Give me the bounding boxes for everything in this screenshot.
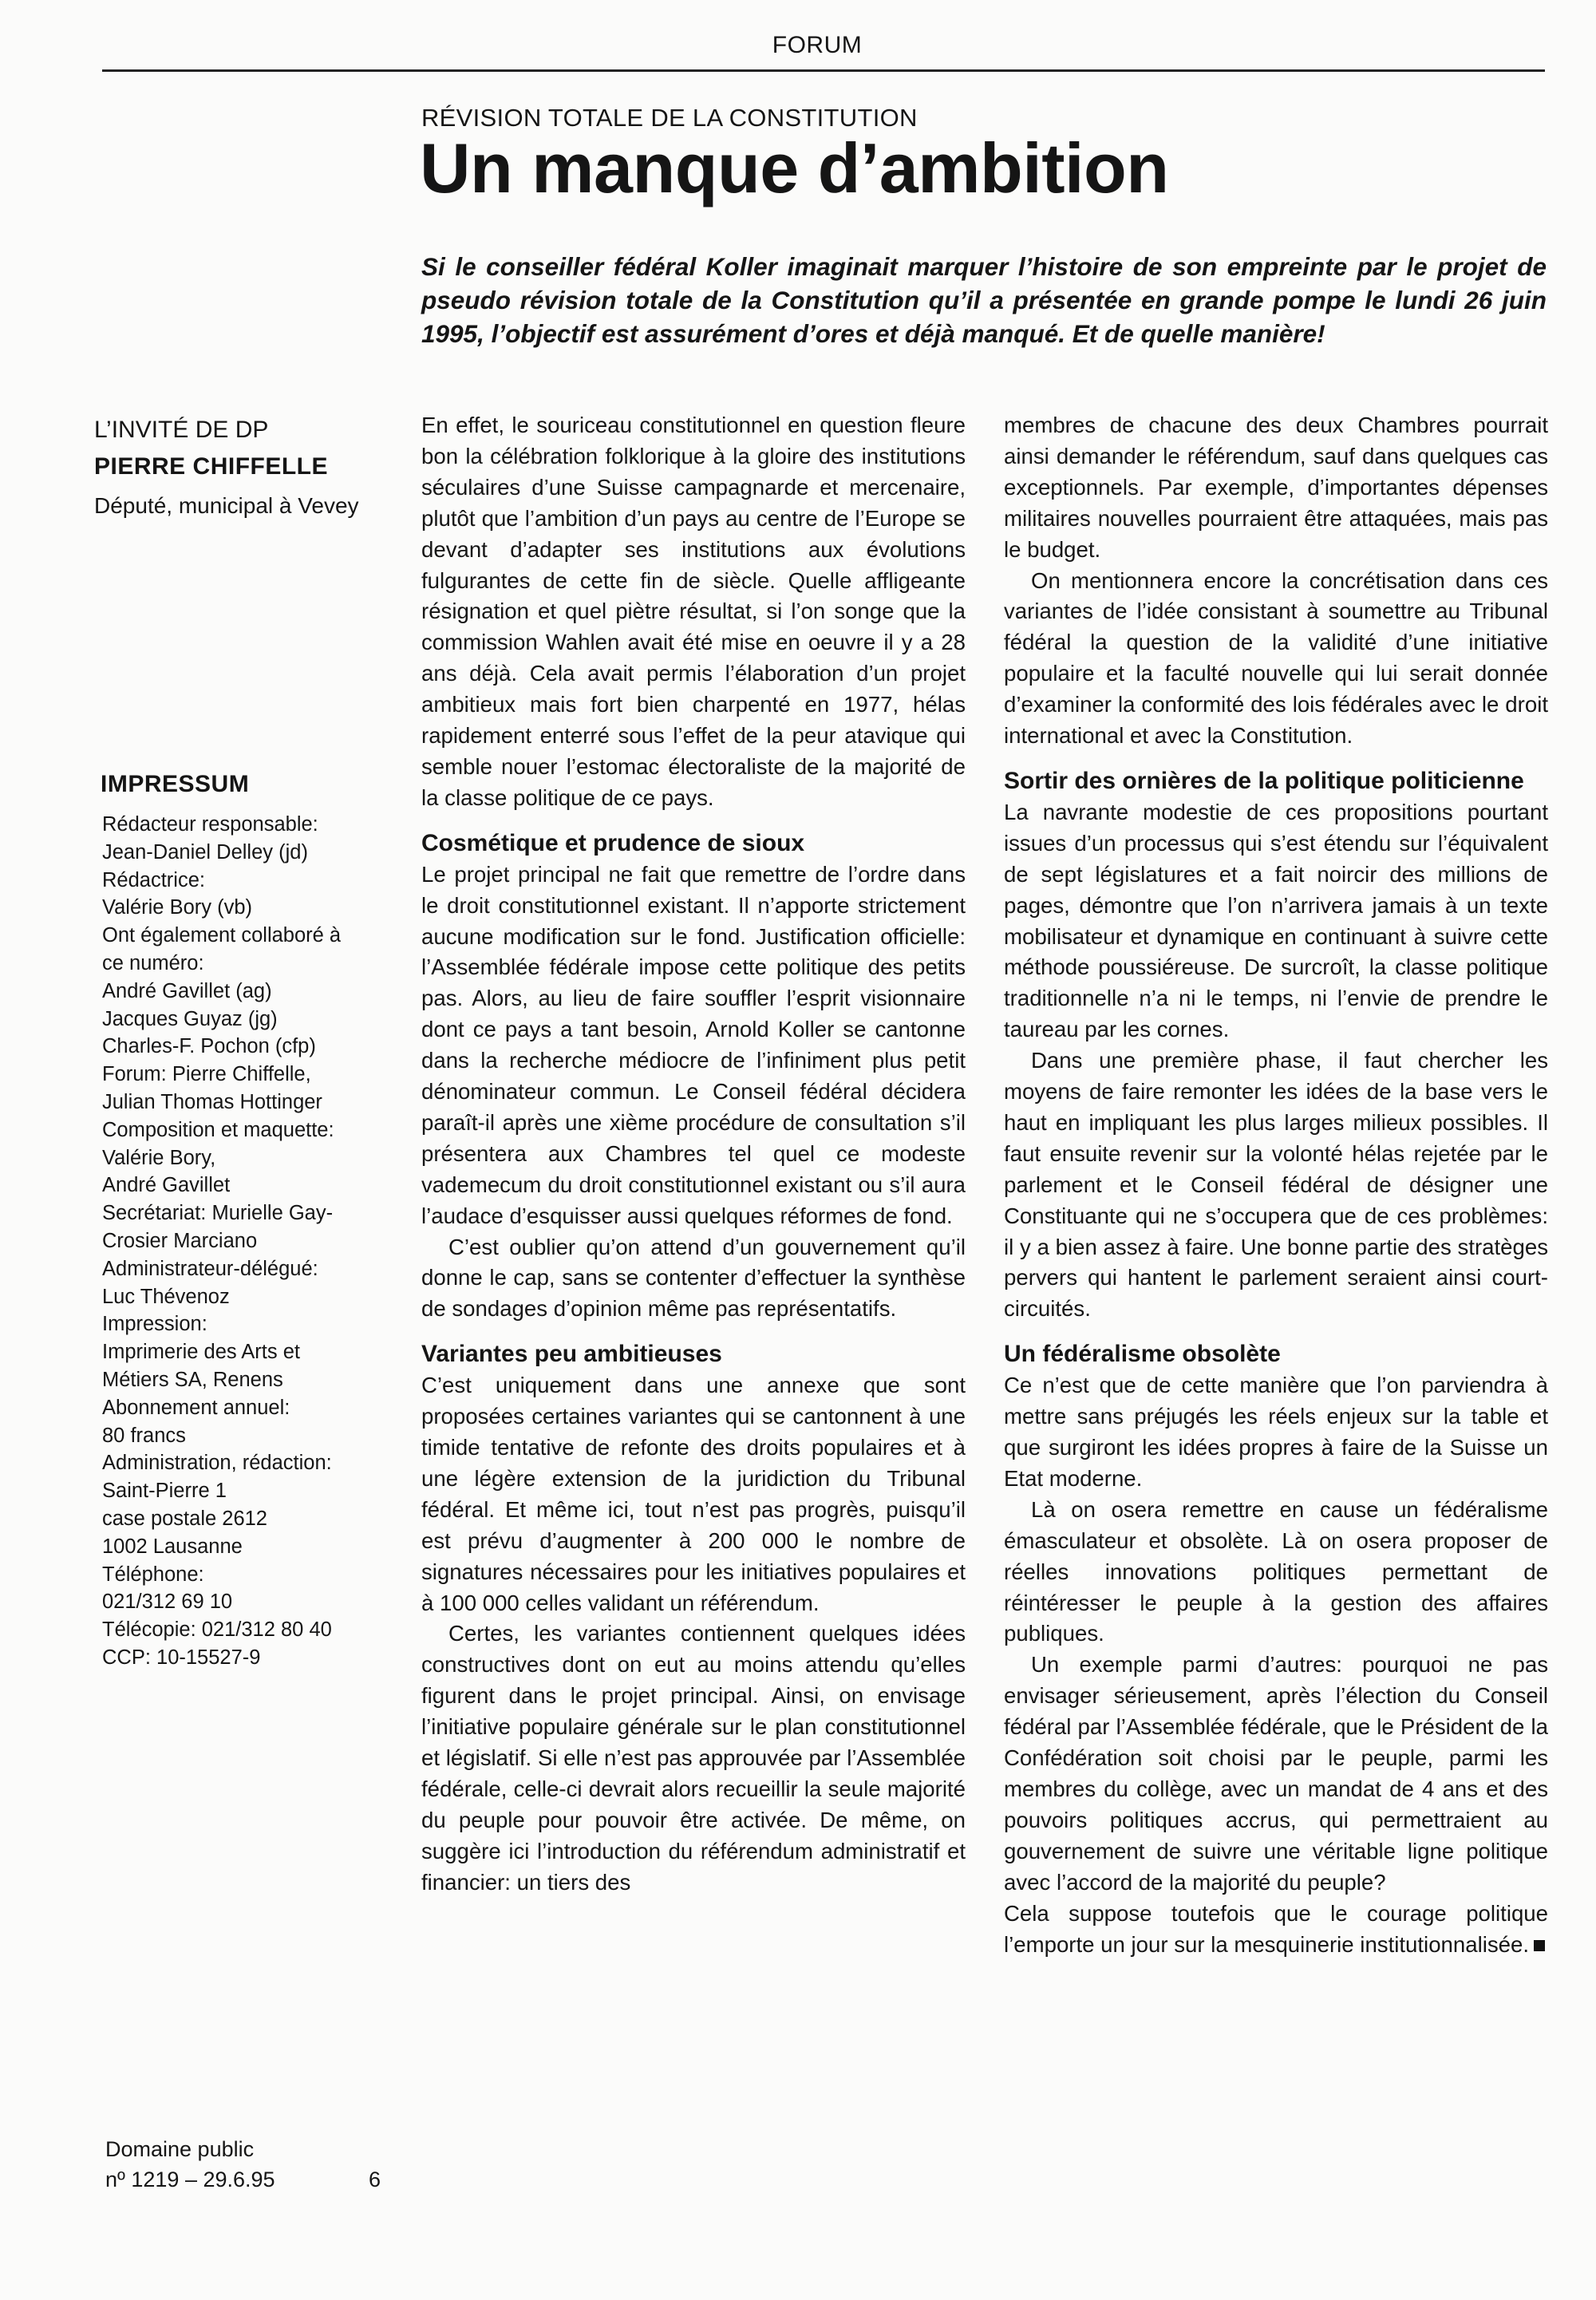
paragraph: Un exemple parmi d’autres: pourquoi ne pas envisager sérieusement, après l’élection du Conseil fédéral par l’Assemblée fédérale, que le Président de la Confédération soit choisi par le peuple, parmi les membres du collège, avec un mandat de 4 ans et des pouvoirs politiques accrus, qui permettraient au gouvernement de suivre une véritable ligne politique avec l’accord de la majorité du peuple?: [1004, 1652, 1548, 1895]
impressum-line: Ont également collaboré à: [102, 924, 342, 947]
impressum-line: Impression:: [102, 1313, 207, 1336]
author-role: Député, municipal à Vevey: [94, 493, 359, 518]
paragraph: C’est oublier qu’on attend d’un gouvernement qu’il donne le cap, sans se contenter d’effectuer la synthèse de sondages d’opinion même pas représentatifs.: [421, 1234, 966, 1322]
impressum-line: Téléphone:: [102, 1563, 204, 1586]
impressum-line: Imprimerie des Arts et: [102, 1341, 300, 1364]
guest-label: L’INVITÉ DE DP: [94, 417, 269, 443]
header-rule: [102, 69, 1545, 72]
impressum-line: Luc Thévenoz: [102, 1285, 230, 1308]
article-lead: Si le conseiller fédéral Koller imaginait marquer l’histoire de son empreinte par le projet de pseudo révision totale de la Constitution qu’il a présentée en grande pompe le lundi 26 juin 1995, l’objectif est assurément d’ores et déjà manqué. Et de quelle manière!: [421, 252, 1547, 348]
paragraph: Dans une première phase, il faut chercher les moyens de faire remonter les idées de la base vers le haut en impliquant les plus larges milieux possibles. Il faut ensuite revenir sur la volonté hélas rejetée par le parlement et le Conseil fédéral de désigner une Constituante qui ne s’occupera que de ces problèmes: il y a bien assez à faire. Une bonne partie des stratèges pervers qui hantent le parlement seraient ainsi court-circuités.: [1004, 1048, 1548, 1322]
article-column-1: [421, 410, 966, 1899]
impressum-title: IMPRESSUM: [101, 771, 250, 797]
impressum-line: Administrateur-délégué:: [102, 1257, 318, 1280]
impressum-line: Rédactrice:: [102, 868, 205, 891]
subheading: Cosmétique et prudence de sioux: [421, 829, 805, 856]
impressum-list: [102, 811, 389, 1672]
impressum-line: André Gavillet: [102, 1174, 231, 1197]
footer-issue: nº 1219 – 29.6.95: [105, 2168, 275, 2191]
impressum-line: Abonnement annuel:: [102, 1396, 290, 1419]
impressum-line: André Gavillet (ag): [102, 979, 272, 1002]
impressum-line: Télécopie: 021/312 80 40: [102, 1618, 332, 1642]
impressum-line: Crosier Marciano: [102, 1229, 258, 1252]
paragraph: Le projet principal ne fait que remettre de l’ordre dans le droit constitutionnel existant. Il n’apporte strictement aucune modification sur le fond. Justification officielle: l’Assemblée fédérale impose cette politique des petits pas. Alors, au lieu de faire souffler l’esprit visionnaire dont ce pays a tant besoin, Arnold Koller se cantonne dans la recherche médiocre de l’infiniment plus petit dénominateur commun. Le Conseil fédéral décidera paraît-il après une xième procédure de consultation s’il présentera aux Chambres tel quel ce modeste vademecum du droit constitutionnel existant ou s’il aura l’audace d’esquisser aussi quelques réformes de fond.: [421, 861, 966, 1228]
author-name: PIERRE CHIFFELLE: [94, 453, 329, 480]
article-column-2: [1004, 410, 1548, 1960]
impressum-line: Valérie Bory,: [102, 1146, 216, 1169]
subheading: Variantes peu ambitieuses: [421, 1341, 722, 1368]
paragraph: En effet, le souriceau constitutionnel en question fleure bon la célébration folklorique à la gloire des institutions séculaires d’une Suisse campagnarde et mercenaire, plutôt que l’ambition d’un pays au centre de l’Europe se devant d’adapter ses institutions aux évolutions fulgurantes de cette fin de siècle. Quelle affligeante résignation et quel piètre résultat, si l’on songe que la commission Wahlen avait été mise en oeuvre il y a 28 ans déjà. Cela avait permis l’élaboration d’un projet ambitieux mais fort bien charpenté en 1977, hélas rapidement enterré sous l’effet de la peur atavique qui semble nouer l’estomac électoraliste de la majorité de la classe politique de ce pays.: [421, 413, 966, 810]
section-label: FORUM: [772, 32, 863, 58]
impressum-line: 1002 Lausanne: [102, 1535, 243, 1558]
impressum-line: 021/312 69 10: [102, 1591, 233, 1614]
impressum-line: Saint-Pierre 1: [102, 1480, 227, 1503]
page-number: 6: [369, 2168, 381, 2191]
footer-publication: Domaine public: [105, 2137, 255, 2161]
paragraph: La navrante modestie de ces propositions pourtant issues d’un processus qui s’est étendu sur l’équivalent de sept législatures et a fait noircir des millions de pages, démontre que l’on n’arrivera jamais à un texte mobilisateur et dynamique en continuant à suivre cette méthode poussiéreuse. De surcroît, la classe politique traditionnelle n’a ni le temps, ni l’envie de prendre le taureau par les cornes.: [1004, 799, 1548, 1042]
paragraph: Certes, les variantes contiennent quelques idées constructives dont on eut au moins attendu qu’elles figurent dans le projet principal. Ainsi, on envisage l’initiative populaire générale sur le plan constitutionnel et législatif. Si elle n’est pas approuvée par l’Assemblée fédérale, celle-ci devrait alors recueillir la seule majorité du peuple pour pouvoir être activée. De même, on suggère ici l’introduction du référendum administratif et financier: un tiers des: [421, 1621, 966, 1895]
impressum-line: CCP: 10-15527-9: [102, 1646, 261, 1669]
paragraph-text: Cela suppose toutefois que le courage politique l’emporte un jour sur la mesquinerie institutionnalisée.: [1004, 1900, 1548, 1957]
impressum-line: Métiers SA, Renens: [102, 1368, 283, 1391]
impressum-line: Charles-F. Pochon (cfp): [102, 1035, 316, 1058]
impressum-line: Administration, rédaction:: [102, 1452, 332, 1475]
impressum-line: Jean-Daniel Delley (jd): [102, 840, 308, 863]
paragraph: Là on osera remettre en cause un fédéralisme émasculateur et obsolète. Là on osera proposer de réelles innovations politiques permettant de réintéresser le peuple à la gestion des affaires publiques.: [1004, 1496, 1548, 1646]
impressum-line: Composition et maquette:: [102, 1118, 334, 1141]
impressum-line: Secrétariat: Murielle Gay-: [102, 1202, 334, 1225]
paragraph: [1004, 1899, 1548, 1961]
impressum-line: case postale 2612: [102, 1507, 267, 1530]
article-title: Un manque d’ambition: [420, 128, 1169, 207]
article-kicker: RÉVISION TOTALE DE LA CONSTITUTION: [421, 104, 918, 132]
end-of-article-mark: [1534, 1940, 1545, 1951]
impressum-line: Forum: Pierre Chiffelle,: [102, 1063, 311, 1086]
impressum-line: Valérie Bory (vb): [102, 896, 253, 919]
impressum-line: Rédacteur responsable:: [102, 813, 318, 836]
subheading: Sortir des ornières de la politique politicienne: [1004, 767, 1524, 794]
impressum-line: 80 francs: [102, 1424, 186, 1447]
impressum-line: Julian Thomas Hottinger: [102, 1090, 322, 1113]
impressum-line: ce numéro:: [102, 951, 204, 974]
subheading: Un fédéralisme obsolète: [1004, 1341, 1281, 1368]
paragraph: On mentionnera encore la concrétisation dans ces variantes de l’idée consistant à soumettre au Tribunal fédéral la question de la validité d’une initiative populaire et la faculté nouvelle qui lui serait donnée d’examiner la conformité des lois fédérales avec le droit international et avec la Constitution.: [1004, 567, 1548, 749]
paragraph: C’est uniquement dans une annexe que sont proposées certaines variantes qui se cantonnent à une timide tentative de refonte des droits populaires et à une légère extension de la juridiction du Tribunal fédéral. Et même ici, tout n’est pas progrès, puisqu’il est prévu d’augmenter à 200 000 le nombre de signatures nécessaires pour les initiatives populaires et à 100 000 celles validant un référendum.: [421, 1373, 966, 1615]
paragraph: membres de chacune des deux Chambres pourrait ainsi demander le référendum, sauf dans quelques cas exceptionnels. Par exemple, d’importantes dépenses militaires nouvelles pourraient être attaquées, mais pas le budget.: [1004, 413, 1548, 562]
impressum-line: Jacques Guyaz (jg): [102, 1007, 278, 1030]
paragraph: Ce n’est que de cette manière que l’on parviendra à mettre sans préjugés les réels enjeux sur la table et que surgiront les idées propres à faire de la Suisse un Etat moderne.: [1004, 1373, 1548, 1491]
